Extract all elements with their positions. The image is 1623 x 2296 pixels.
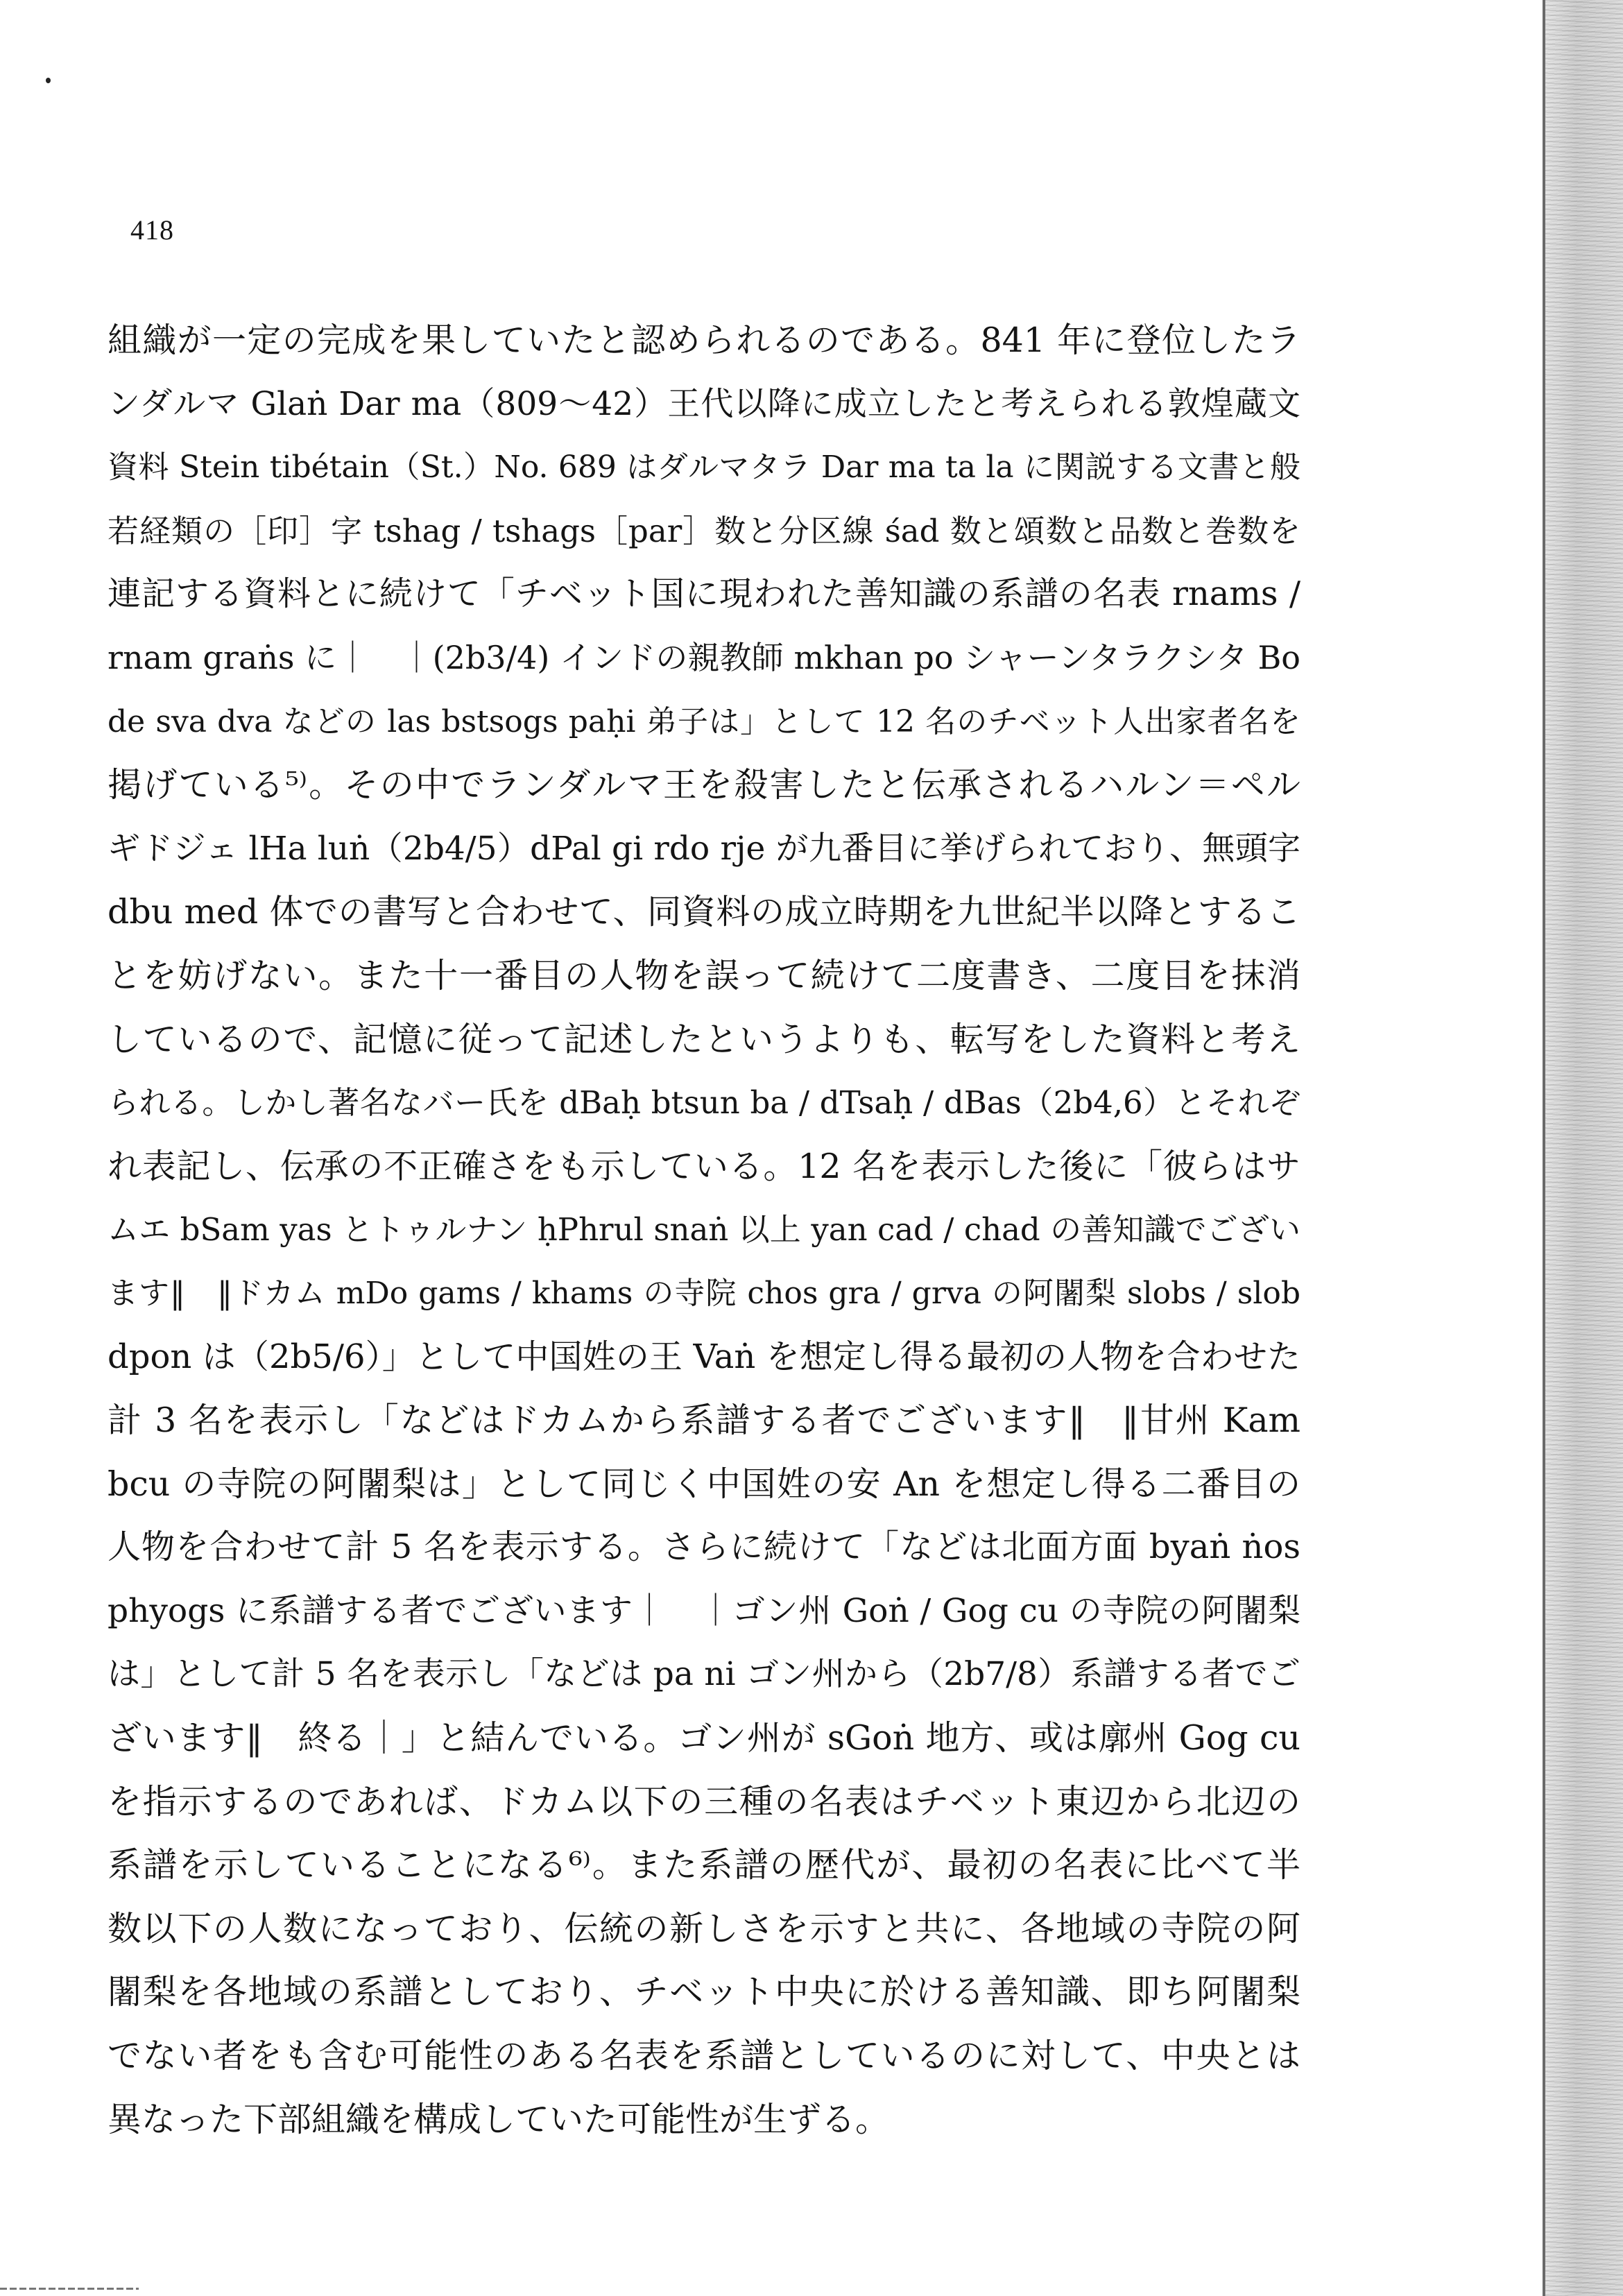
- text-line: bcu の寺院の阿闍梨は」として同じく中国姓の安 An を想定し得る二番目の: [108, 1464, 1300, 1504]
- text-line: 組織が一定の完成を果していたと認められるのである。841 年に登位したラ: [108, 320, 1300, 360]
- text-line: 若経類の［印］字 tshag / tshags［par］数と分区線 śad 数と頌数と品数と巻数を: [108, 512, 1300, 549]
- text-line: dpon は（2b5/6）」として中国姓の王 Vaṅ を想定し得る最初の人物を合わせた: [108, 1337, 1300, 1376]
- text-line: を指示するのであれば、ドカム以下の三種の名表はチベット東辺から北辺の: [108, 1781, 1300, 1822]
- text-line: ムエ bSam yas とトゥルナン ḥPhrul snaṅ 以上 yan cad / chad の善知識でござい: [108, 1211, 1300, 1249]
- text-line: phyogs に系譜する者でございます｜ ｜ゴン州 Goṅ / Gog cu の寺院の阿闍梨: [108, 1591, 1300, 1630]
- text-line: 掲げている⁵⁾。その中でランダルマ王を殺害したと伝承されるハルン＝ペル: [108, 765, 1300, 805]
- text-line: しているので、記憶に従って記述したというよりも、転写をした資料と考え: [108, 1019, 1300, 1059]
- page-number: 418: [130, 214, 174, 246]
- scan-bottom-rule: [0, 2288, 139, 2290]
- text-line: 連記する資料とに続けて「チベット国に現われた善知識の系譜の名表 rnams /: [108, 574, 1300, 614]
- text-line: ンダルマ Glaṅ Dar ma（809〜42）王代以降に成立したと考えられる敦煌蔵文: [108, 384, 1300, 423]
- text-line: 異なった下部組織を構成していた可能性が生ずる。: [108, 2099, 890, 2139]
- text-line: dbu med 体での書写と合わせて、同資料の成立時期を九世紀半以降とするこ: [108, 892, 1300, 932]
- text-line: 資料 Stein tibétain（St.）No. 689 はダルマタラ Dar ma ta la に関説する文書と般: [108, 449, 1300, 486]
- body-text: [108, 309, 1300, 2151]
- text-line: de sva dva などの las bstsogs paḥi 弟子は」として 12 名のチベット人出家者名を: [108, 703, 1300, 739]
- text-line: 闍梨を各地域の系譜としており、チベット中央に於ける善知識、即ち阿闍梨: [108, 1972, 1300, 2012]
- text-line: られる。しかし著名なバー氏を dBaḥ btsun ba / dTsaḥ / dBas（2b4,6）とそれぞ: [108, 1084, 1300, 1122]
- text-line: ざいます‖ 終る｜」と結んでいる。ゴン州が sGoṅ 地方、或は廓州 Gog cu: [108, 1718, 1300, 1758]
- text-line: とを妨げない。また十一番目の人物を誤って続けて二度書き、二度目を抹消: [108, 955, 1300, 995]
- text-line: れ表記し、伝承の不正確さをも示している。12 名を表示した後に「彼らはサ: [108, 1146, 1300, 1186]
- text-line: 系譜を示していることになる⁶⁾。また系譜の歴代が、最初の名表に比べて半: [108, 1845, 1300, 1885]
- scan-edge-shadow: [1545, 0, 1623, 2296]
- text-line: は」として計 5 名を表示し「などは pa ni ゴン州から（2b7/8）系譜する者でご: [108, 1655, 1300, 1694]
- text-line: でない者をも含む可能性のある名表を系譜としているのに対して、中央とは: [108, 2036, 1300, 2076]
- text-line: 人物を合わせて計 5 名を表示する。さらに続けて「などは北面方面 byaṅ ṅos: [108, 1527, 1300, 1567]
- text-line: ます‖ ‖ドカム mDo gams / khams の寺院 chos gra / grva の阿闍梨 slobs / slob: [108, 1275, 1300, 1311]
- text-line: 数以下の人数になっており、伝統の新しさを示すと共に、各地域の寺院の阿: [108, 1908, 1300, 1948]
- ink-speck: [46, 78, 51, 83]
- text-line: ギドジェ lHa luṅ（2b4/5）dPal gi rdo rje が九番目に挙げられており、無頭字: [108, 829, 1300, 868]
- text-line: 計 3 名を表示し「などはドカムから系譜する者でございます‖ ‖甘州 Kam: [108, 1400, 1300, 1441]
- text-line: rnam graṅs に｜ ｜(2b3/4) インドの親教師 mkhan po シャーンタラクシタ Bo: [108, 638, 1300, 676]
